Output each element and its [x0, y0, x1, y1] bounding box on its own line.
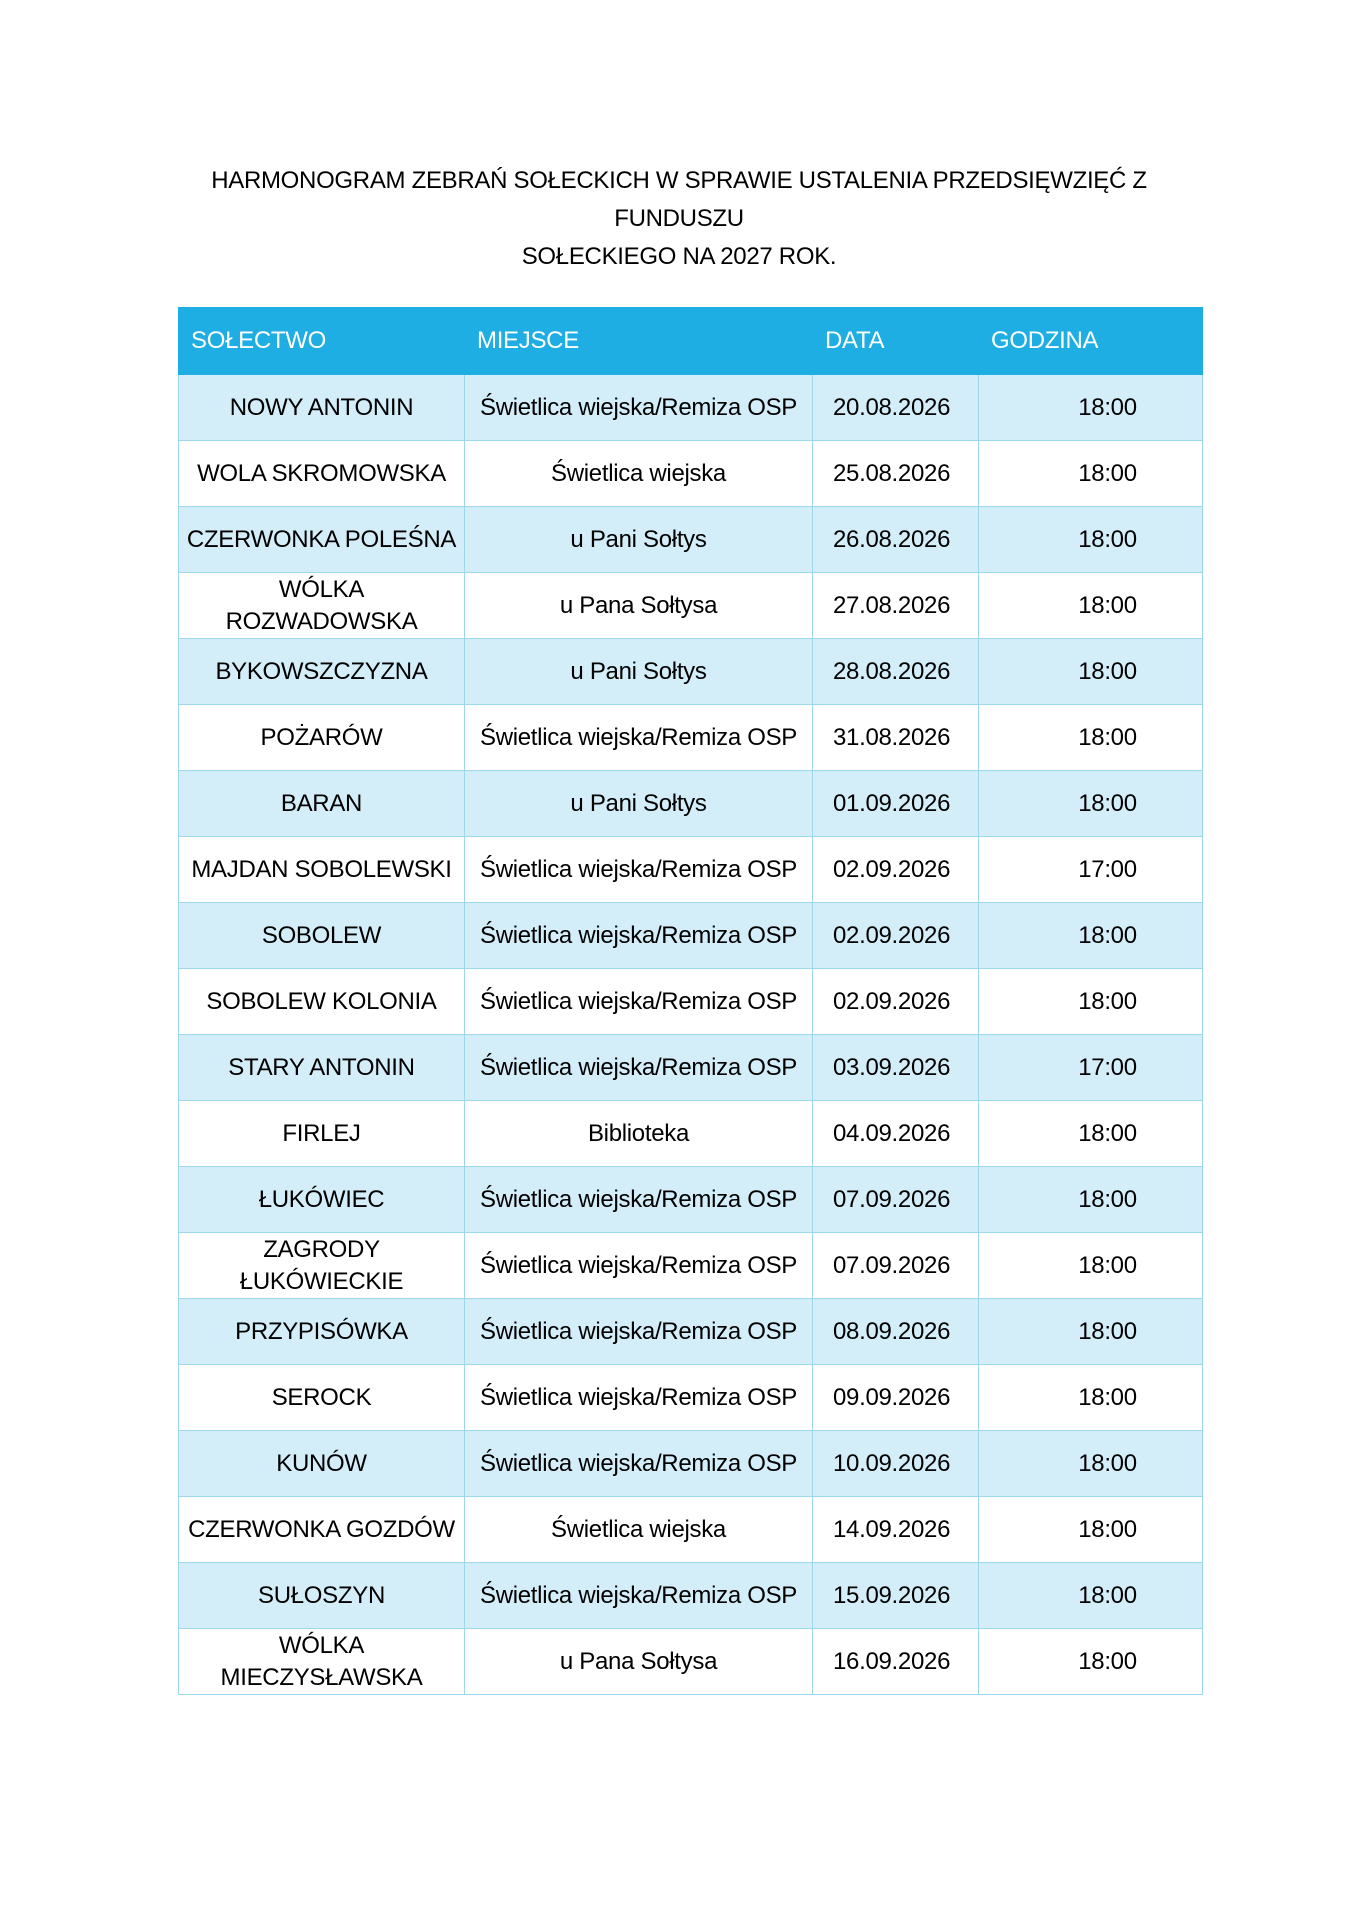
cell-miejsce: Świetlica wiejska/Remiza OSP [465, 375, 813, 441]
cell-godzina: 18:00 [979, 969, 1203, 1035]
cell-data: 31.08.2026 [813, 705, 979, 771]
cell-miejsce: u Pana Sołtysa [465, 573, 813, 639]
cell-miejsce: Świetlica wiejska [465, 1497, 813, 1563]
cell-data: 03.09.2026 [813, 1035, 979, 1101]
table-row [179, 1497, 1203, 1563]
table-row [179, 771, 1203, 837]
cell-data: 07.09.2026 [813, 1233, 979, 1299]
cell-godzina: 18:00 [979, 375, 1203, 441]
cell-solectwo: CZERWONKA POLEŚNA [179, 507, 465, 573]
cell-godzina: 17:00 [979, 837, 1203, 903]
cell-solectwo: WOLA SKROMOWSKA [179, 441, 465, 507]
cell-data: 10.09.2026 [813, 1431, 979, 1497]
cell-solectwo: MAJDAN SOBOLEWSKI [179, 837, 465, 903]
cell-data: 09.09.2026 [813, 1365, 979, 1431]
cell-godzina: 18:00 [979, 441, 1203, 507]
cell-data: 20.08.2026 [813, 375, 979, 441]
cell-data: 07.09.2026 [813, 1167, 979, 1233]
cell-miejsce: u Pani Sołtys [465, 639, 813, 705]
cell-solectwo: STARY ANTONIN [179, 1035, 465, 1101]
cell-miejsce: Świetlica wiejska/Remiza OSP [465, 1299, 813, 1365]
cell-data: 16.09.2026 [813, 1629, 979, 1695]
document-title [150, 162, 1208, 276]
cell-data: 14.09.2026 [813, 1497, 979, 1563]
cell-data: 02.09.2026 [813, 969, 979, 1035]
cell-data: 04.09.2026 [813, 1101, 979, 1167]
table-header [179, 308, 1203, 375]
cell-solectwo: BYKOWSZCZYZNA [179, 639, 465, 705]
cell-miejsce: Świetlica wiejska/Remiza OSP [465, 969, 813, 1035]
cell-solectwo: SUŁOSZYN [179, 1563, 465, 1629]
cell-data: 02.09.2026 [813, 903, 979, 969]
table-row [179, 1035, 1203, 1101]
table-row [179, 375, 1203, 441]
cell-miejsce: u Pana Sołtysa [465, 1629, 813, 1695]
cell-godzina: 18:00 [979, 573, 1203, 639]
cell-solectwo: PRZYPISÓWKA [179, 1299, 465, 1365]
cell-godzina: 18:00 [979, 1101, 1203, 1167]
cell-godzina: 18:00 [979, 1233, 1203, 1299]
table-row [179, 705, 1203, 771]
cell-solectwo: ZAGRODY ŁUKÓWIECKIE [179, 1233, 465, 1299]
cell-solectwo: WÓLKA MIECZYSŁAWSKA [179, 1629, 465, 1695]
header-solectwo: SOŁECTWO [179, 308, 465, 375]
table-row [179, 1233, 1203, 1299]
cell-miejsce: Biblioteka [465, 1101, 813, 1167]
cell-data: 15.09.2026 [813, 1563, 979, 1629]
cell-data: 01.09.2026 [813, 771, 979, 837]
header-row [179, 308, 1203, 375]
cell-data: 27.08.2026 [813, 573, 979, 639]
cell-data: 08.09.2026 [813, 1299, 979, 1365]
schedule-table [178, 307, 1203, 1695]
cell-miejsce: Świetlica wiejska/Remiza OSP [465, 1167, 813, 1233]
table-row [179, 573, 1203, 639]
cell-miejsce: Świetlica wiejska/Remiza OSP [465, 1233, 813, 1299]
cell-godzina: 18:00 [979, 639, 1203, 705]
cell-godzina: 18:00 [979, 1497, 1203, 1563]
cell-solectwo: SEROCK [179, 1365, 465, 1431]
header-miejsce: MIEJSCE [465, 308, 813, 375]
cell-miejsce: Świetlica wiejska/Remiza OSP [465, 837, 813, 903]
cell-miejsce: Świetlica wiejska/Remiza OSP [465, 1035, 813, 1101]
cell-godzina: 18:00 [979, 1167, 1203, 1233]
cell-godzina: 18:00 [979, 507, 1203, 573]
cell-godzina: 18:00 [979, 1563, 1203, 1629]
table-row [179, 441, 1203, 507]
cell-miejsce: Świetlica wiejska/Remiza OSP [465, 1563, 813, 1629]
table-row [179, 1563, 1203, 1629]
cell-godzina: 18:00 [979, 1629, 1203, 1695]
cell-miejsce: Świetlica wiejska/Remiza OSP [465, 1431, 813, 1497]
cell-godzina: 18:00 [979, 1431, 1203, 1497]
table-row [179, 1431, 1203, 1497]
cell-miejsce: Świetlica wiejska/Remiza OSP [465, 705, 813, 771]
title-line-2: SOŁECKIEGO NA 2027 ROK. [521, 243, 837, 270]
cell-miejsce: Świetlica wiejska [465, 441, 813, 507]
table-body [179, 375, 1203, 1695]
table-row [179, 639, 1203, 705]
title-line-1: HARMONOGRAM ZEBRAŃ SOŁECKICH W SPRAWIE USTALENIA PRZEDSIĘWZIĘĆ Z FUNDUSZU [211, 167, 1147, 232]
cell-solectwo: CZERWONKA GOZDÓW [179, 1497, 465, 1563]
table-row [179, 1101, 1203, 1167]
header-godzina: GODZINA [979, 308, 1203, 375]
cell-miejsce: Świetlica wiejska/Remiza OSP [465, 903, 813, 969]
cell-solectwo: BARAN [179, 771, 465, 837]
cell-godzina: 18:00 [979, 1299, 1203, 1365]
table-row [179, 969, 1203, 1035]
cell-solectwo: POŻARÓW [179, 705, 465, 771]
cell-godzina: 18:00 [979, 771, 1203, 837]
cell-godzina: 17:00 [979, 1035, 1203, 1101]
cell-solectwo: WÓLKA ROZWADOWSKA [179, 573, 465, 639]
table-row [179, 1167, 1203, 1233]
table-row [179, 837, 1203, 903]
table-row [179, 1299, 1203, 1365]
cell-solectwo: NOWY ANTONIN [179, 375, 465, 441]
cell-data: 26.08.2026 [813, 507, 979, 573]
cell-solectwo: FIRLEJ [179, 1101, 465, 1167]
cell-solectwo: SOBOLEW [179, 903, 465, 969]
cell-solectwo: SOBOLEW KOLONIA [179, 969, 465, 1035]
cell-data: 02.09.2026 [813, 837, 979, 903]
cell-data: 25.08.2026 [813, 441, 979, 507]
cell-data: 28.08.2026 [813, 639, 979, 705]
cell-godzina: 18:00 [979, 1365, 1203, 1431]
cell-godzina: 18:00 [979, 903, 1203, 969]
cell-miejsce: u Pani Sołtys [465, 771, 813, 837]
cell-miejsce: u Pani Sołtys [465, 507, 813, 573]
table-row [179, 1629, 1203, 1695]
cell-godzina: 18:00 [979, 705, 1203, 771]
cell-solectwo: ŁUKÓWIEC [179, 1167, 465, 1233]
cell-solectwo: KUNÓW [179, 1431, 465, 1497]
cell-miejsce: Świetlica wiejska/Remiza OSP [465, 1365, 813, 1431]
table-row [179, 1365, 1203, 1431]
table-row [179, 507, 1203, 573]
header-data: DATA [813, 308, 979, 375]
table-row [179, 903, 1203, 969]
